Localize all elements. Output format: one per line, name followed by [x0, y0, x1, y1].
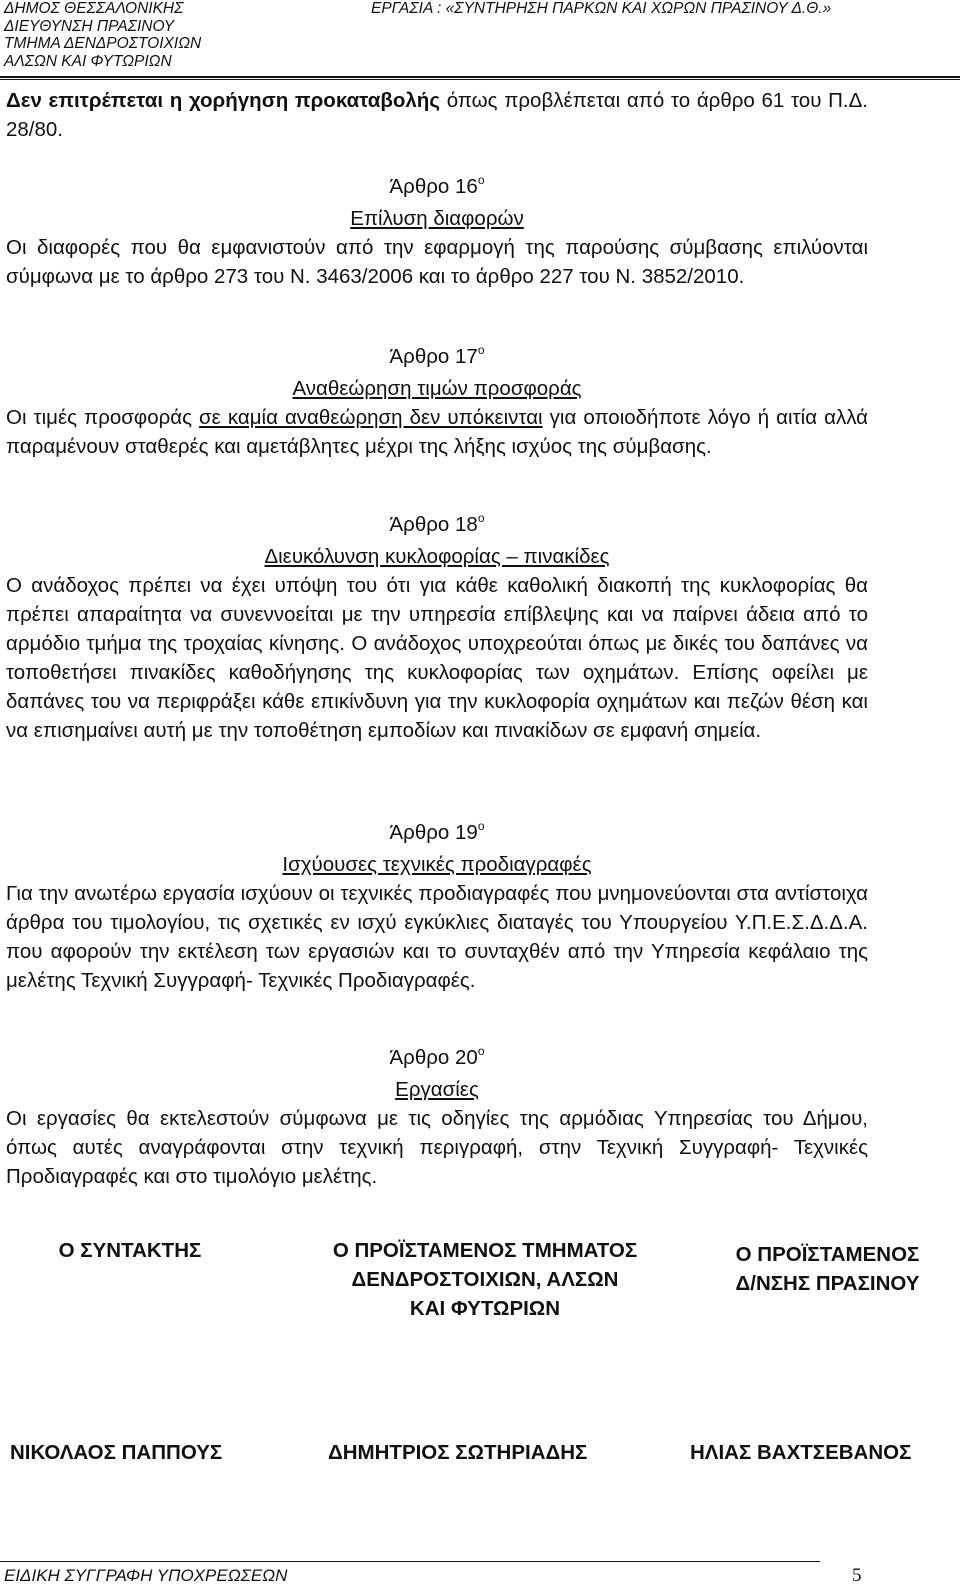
signature-dept-head-name: ΔΗΜΗΤΡΙΟΣ ΣΩΤΗΡΙΑΔΗΣ: [328, 1441, 588, 1464]
article-text: Οι διαφορές που θα εμφανιστούν από την εφαρμογή της παρούσης σύμβασης επιλύονται σύμφωνα με το άρθρο 273 του Ν. 3463/2006 και το άρθρο 227 του Ν. 3852/2010.: [6, 236, 868, 288]
article-heading: Αναθεώρηση τιμών προσφοράς: [292, 377, 582, 400]
underlined-phrase: σε καμία αναθεώρηση δεν υπόκεινται: [199, 406, 543, 429]
article-heading: Εργασίες: [395, 1078, 479, 1101]
header-rule: [0, 76, 960, 80]
article-text: Οι εργασίες θα εκτελεστούν σύμφωνα με τις οδηγίες της αρμόδιας Υπηρεσίας του Δήμου, όπως αυτές αναγράφονται στην τεχνική περιγραφή, στην Τεχνική Συγγραφή- Τεχνικές Προδιαγραφές και στο τιμολόγιο μελέτης.: [6, 1107, 868, 1188]
intro-text: όπως προβλέπεται από το άρθρο 61 του Π.Δ. 28/80.: [6, 89, 869, 141]
article-title: Άρθρο $17^o$: [389, 343, 485, 368]
article-title: Άρθρο $18^o$: [389, 511, 485, 536]
footer-text: ΕΙΔΙΚΗ ΣΥΓΓΡΑΦΗ ΥΠΟΧΡΕΩΣΕΩΝ: [4, 1566, 288, 1585]
article-text: Οι τιμές προσφοράς σε καμία αναθεώρηση δεν υπόκεινται για οποιοδήποτε λόγο ή αιτία αλλά παραμένουν σταθερές και αμετάβλητες μέχρι της λήξης ισχύος της σύμβασης.: [6, 406, 868, 458]
footer-rule: [0, 1561, 820, 1562]
page-number: 5: [852, 1565, 862, 1586]
header-authority: [4, 0, 201, 70]
signature-author-name: ΝΙΚΟΛΑΟΣ ΠΑΠΠΟΥΣ: [10, 1441, 223, 1464]
article-17: [6, 342, 868, 461]
article-19: [6, 818, 868, 995]
signature-dept-head-title: Ο ΠΡΟΪΣΤΑΜΕΝΟΣ ΤΜΗΜΑΤΟΣ ΔΕΝΔΡΟΣΤΟΙΧΙΩΝ, ΑΛΣΩΝ ΚΑΙ ΦΥΤΩΡΙΩΝ: [332, 1239, 638, 1320]
article-title: Άρθρο $19^o$: [389, 819, 485, 844]
signature-director-name: ΗΛΙΑΣ ΒΑΧΤΣΕΒΑΝΟΣ: [690, 1441, 912, 1464]
article-16: [6, 172, 868, 291]
article-title: Άρθρο $20^o$: [389, 1044, 485, 1069]
header-project-title: ΕΡΓΑΣΙΑ : «ΣΥΝΤΗΡΗΣΗ ΠΑΡΚΩΝ ΚΑΙ ΧΩΡΩΝ ΠΡΑΣΙΝΟΥ Δ.Θ.»: [371, 0, 832, 17]
signature-director-title: Ο ΠΡΟΪΣΤΑΜΕΝΟΣ Δ/ΝΣΗΣ ΠΡΑΣΙΝΟΥ: [735, 1243, 920, 1295]
article-18: [6, 510, 868, 745]
header-municipality: ΔΗΜΟΣ ΘΕΣΣΑΛΟΝΙΚΗΣ: [4, 0, 184, 17]
article-heading: Ισχύουσες τεχνικές προδιαγραφές: [282, 853, 592, 876]
article-heading: Διευκόλυνση κυκλοφορίας – πινακίδες: [264, 545, 610, 568]
article-heading: Επίλυση διαφορών: [350, 207, 524, 230]
header-department: ΤΜΗΜΑ ΔΕΝΔΡΟΣΤΟΙΧΙΩΝ: [4, 35, 202, 52]
intro-paragraph: [6, 86, 868, 144]
article-title: Άρθρο $16^o$: [389, 173, 485, 198]
article-20: [6, 1043, 868, 1191]
article-text: Για την ανωτέρω εργασία ισχύουν οι τεχνικές προδιαγραφές που μνημονεύονται στα αντίστοιχα άρθρα του τιμολογίου, τις σχετικές εν ισχύ εγκύκλιες διαταγές του Υπουργείου Υ.Π.Ε.Σ.Δ.Δ.Α. που αφορούν την εκτέλεση των εργασιών και το συνταχθέν από την Υπηρεσία κεφάλαιο της μελέτης Τεχνική Συγγραφή- Τεχνικές Προδιαγραφές.: [6, 882, 868, 992]
intro-bold: Δεν επιτρέπεται η χορήγηση προκαταβολής: [6, 89, 440, 112]
header-department-cont: ΑΛΣΩΝ ΚΑΙ ΦΥΤΩΡΙΩΝ: [4, 52, 172, 70]
article-text: Ο ανάδοχος πρέπει να έχει υπόψη του ότι για κάθε καθολική διακοπή της κυκλοφορίας θα πρέπει απαραίτητα να συνεννοείται με την υπηρεσία επίβλεψης και να παίρνει άδεια από το αρμόδιο τμήμα της τροχαίας κίνησης. Ο ανάδοχος υποχρεούται όπως με δικές του δαπάνες να τοποθετήσει πινακίδες καθοδήγησης της κυκλοφορίας των οχημάτων. Επίσης οφείλει με δαπάνες του να περιφράξει κάθε επικίνδυνη για την κυκλοφορία οχημάτων και πεζών θέση και να επισημαίνει αυτή με την τοποθέτηση εμποδίων και πινακίδων σε εμφανή σημεία.: [6, 574, 868, 742]
page-header: [0, 0, 960, 80]
signature-author-title: Ο ΣΥΝΤΑΚΤΗΣ: [58, 1239, 202, 1262]
header-directorate: ΔΙΕΥΘΥΝΣΗ ΠΡΑΣΙΝΟΥ: [4, 17, 175, 35]
